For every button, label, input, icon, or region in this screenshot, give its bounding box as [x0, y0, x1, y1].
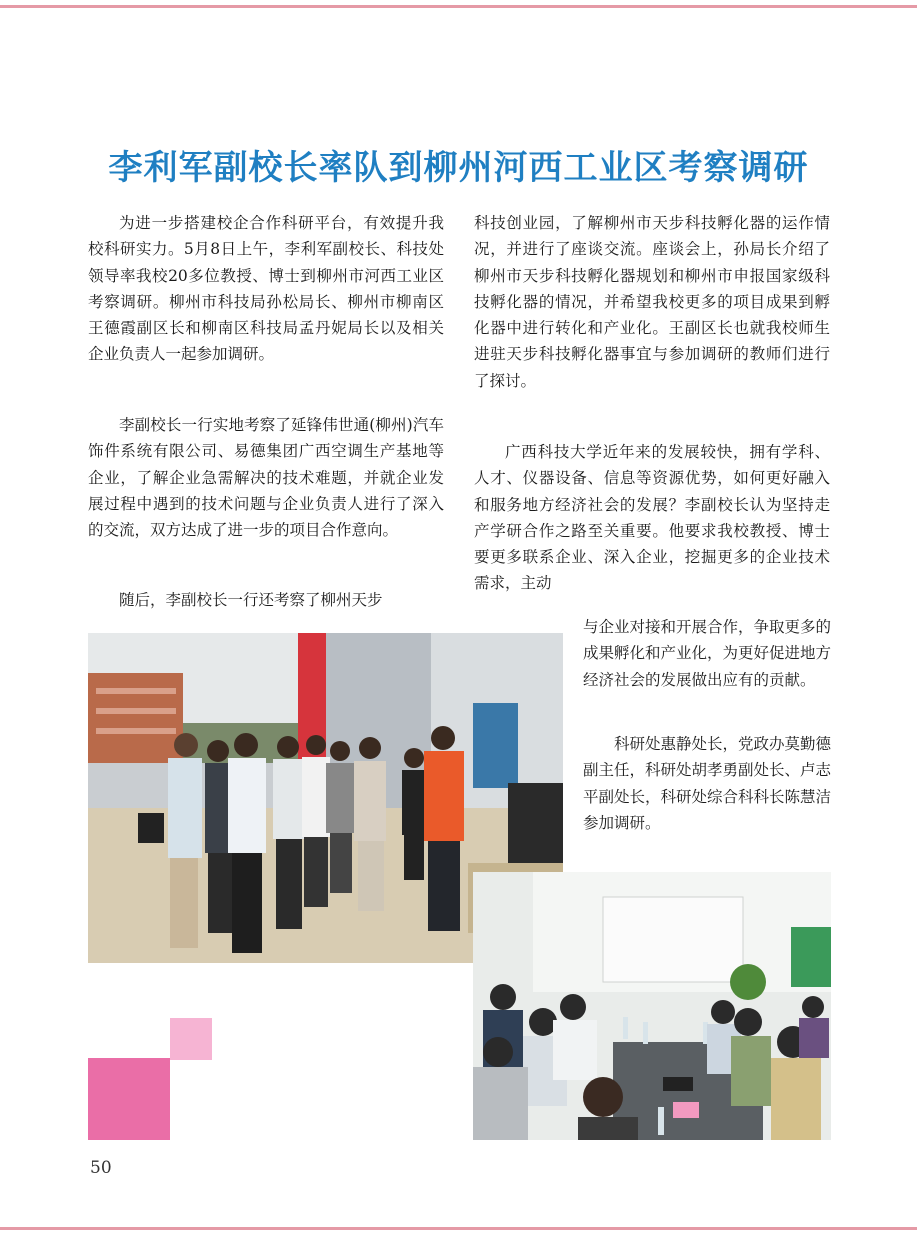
paragraph-visit: 李副校长一行实地考察了延锋伟世通(柳州)汽车饰件系统有限公司、易德集团广西空调生产基地等企业，了解企业急需解决的技术难题，并就企业发展过程中遇到的技术问题与企业负责人进行了深入的交流，双方达成了进一步的项目合作意向。: [88, 416, 444, 540]
paragraph-attendees: 科研处惠静处长，党政办莫勤德副主任，科研处胡孝勇副处长、卢志平副处长，科研处综合科科长陈慧洁参加调研。: [583, 735, 832, 832]
bottom-border-line: [0, 1227, 917, 1230]
paragraph-followup-start: 随后，李副校长一行还考察了柳州天步: [119, 591, 383, 609]
paragraph-development-cont: 与企业对接和开展合作，争取更多的成果孵化和产业化，为更好促进地方经济社会的发展做出应有的贡献。: [583, 618, 832, 689]
top-border-line: [0, 5, 917, 8]
paragraph-development: 广西科技大学近年来的发展较快，拥有学科、人才、仪器设备、信息等资源优势，如何更好融入和服务地方经济社会的发展？李副校长认为坚持走产学研合作之路至关重要。他要求我校教授、博士要更多联系企业、深入企业，挖掘更多的企业技术需求，主动: [474, 443, 830, 593]
decorative-pink-square-dark: [88, 1058, 170, 1140]
photo-meeting-room: [473, 872, 831, 1140]
decorative-pink-square-light: [170, 1018, 212, 1060]
paragraph-intro: 为进一步搭建校企合作科研平台，有效提升我校科研实力。5月8日上午，李利军副校长、科技处领导率我校20多位教授、博士到柳州市河西工业区考察调研。柳州市科技局孙松局长、柳州市柳南区王德霞副区长和柳南区科技局孟丹妮局长以及相关企业负责人一起参加调研。: [88, 214, 444, 364]
page-number: 50: [90, 1158, 112, 1178]
article-title: 李利军副校长率队到柳州河西工业区考察调研: [108, 148, 809, 188]
paragraph-incubator: 科技创业园，了解柳州市天步科技孵化器的运作情况，并进行了座谈交流。座谈会上，孙局长介绍了柳州市天步科技孵化器规划和柳州市申报国家级科技孵化器的情况，并希望我校更多的项目成果到孵化器中进行转化和产业化。王副区长也就我校师生进驻天步科技孵化器事宜与参加调研的教师们进行了探讨。: [474, 214, 830, 390]
